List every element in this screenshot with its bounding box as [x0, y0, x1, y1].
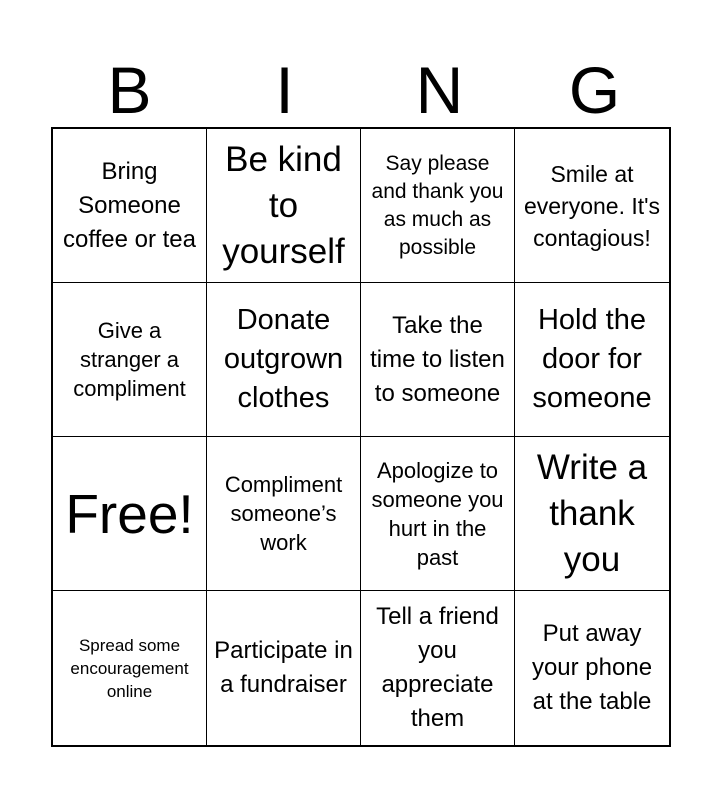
bingo-cell[interactable]	[207, 437, 361, 591]
bingo-cell[interactable]	[53, 591, 207, 745]
bingo-cell[interactable]	[361, 437, 515, 591]
cell-text: Write a thank you	[536, 447, 648, 579]
cell-text: Give a stranger a compliment	[73, 318, 186, 401]
header-letter-n: N	[415, 53, 464, 127]
header-letter-b: B	[107, 53, 152, 127]
cell-text: Be kind to yourself	[222, 139, 345, 271]
bingo-cell[interactable]	[207, 591, 361, 745]
cell-text: Apologize to someone you hurt in the past	[371, 457, 504, 570]
bingo-board	[51, 127, 671, 747]
cell-text: Compliment someone’s work	[224, 472, 343, 555]
cell-text: Free!	[65, 482, 194, 545]
bingo-cell[interactable]	[53, 129, 207, 283]
cell-text: Put away your phone at the table	[531, 620, 653, 715]
bingo-cell[interactable]	[515, 283, 669, 437]
bingo-cell[interactable]	[207, 129, 361, 283]
cell-text: Spread some encouragement online	[70, 635, 189, 701]
bingo-cell[interactable]	[207, 283, 361, 437]
bingo-header	[52, 52, 672, 128]
cell-text: Tell a friend you appreciate them	[376, 603, 499, 732]
bingo-cell[interactable]	[361, 591, 515, 745]
bingo-cell[interactable]	[53, 283, 207, 437]
cell-text: Smile at everyone. It's contagious!	[523, 160, 661, 251]
cell-text: Bring Someone coffee or tea	[63, 157, 196, 253]
cell-text: Say please and thank you as much as possible	[371, 151, 504, 259]
bingo-cell[interactable]	[515, 129, 669, 283]
bingo-cell[interactable]	[515, 591, 669, 745]
cell-text: Take the time to listen to someone	[370, 311, 505, 407]
bingo-cell[interactable]	[515, 437, 669, 591]
cell-text: Participate in a fundraiser	[214, 637, 353, 698]
cell-text: Hold the door for someone	[532, 304, 652, 414]
header-letter-i: I	[275, 53, 294, 127]
bingo-cell-free[interactable]	[53, 437, 207, 591]
header-letter-g: G	[568, 53, 621, 127]
bingo-cell[interactable]	[361, 283, 515, 437]
cell-text: Donate outgrown clothes	[223, 304, 344, 414]
bingo-cell[interactable]	[361, 129, 515, 283]
